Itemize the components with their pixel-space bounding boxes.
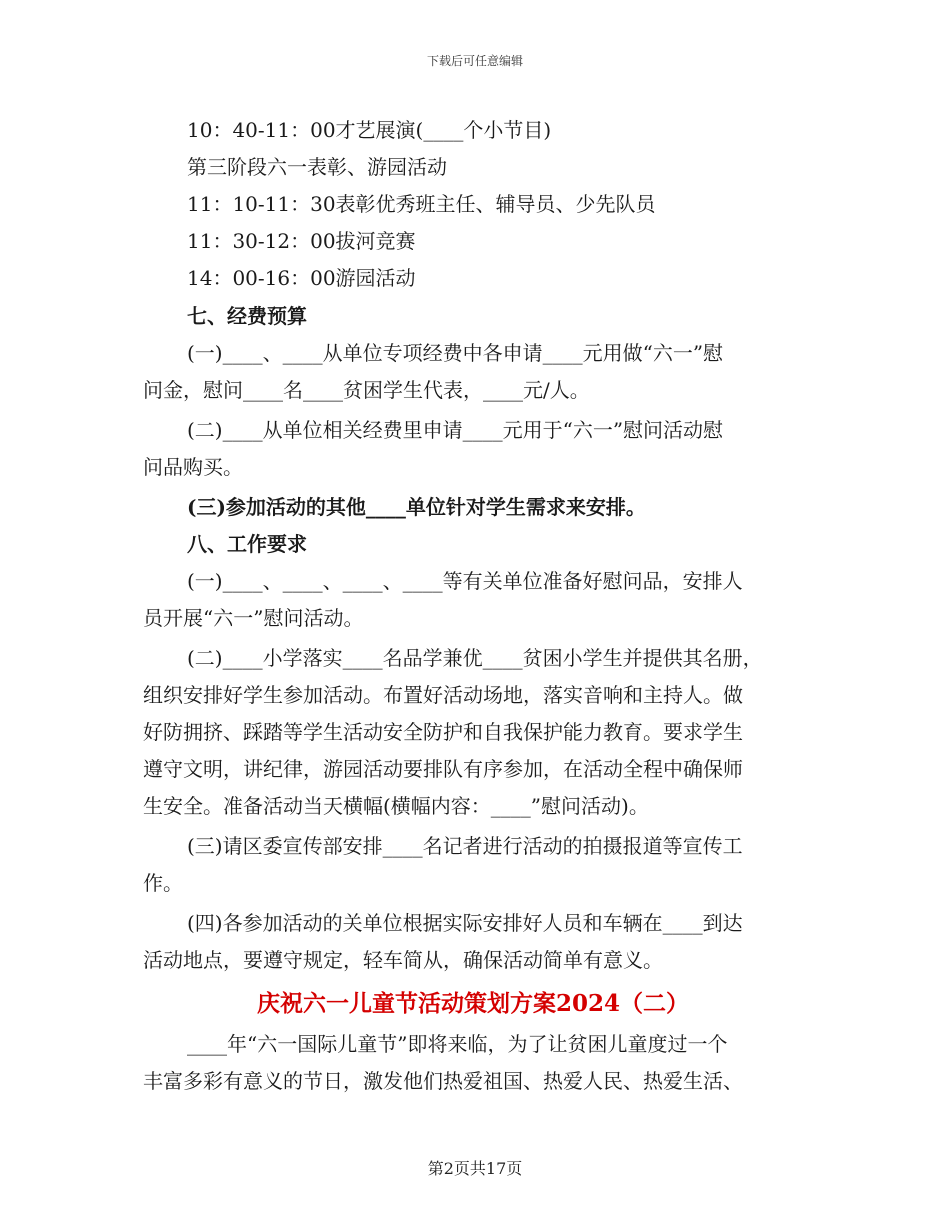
paragraph-line: (一)____、____从单位专项经费中各申请____元用做“六一”慰 [187, 341, 724, 365]
paragraph-line: 作。 [143, 871, 183, 895]
schedule-item: 10：40-11：00才艺展演(____个小节目) [187, 118, 552, 142]
schedule-item: 11：30-12：00拔河竞赛 [187, 229, 416, 253]
section-heading-budget: 七、经费预算 [187, 304, 307, 328]
paragraph-line: 好防拥挤、踩踏等学生活动安全防护和自我保护能力教育。要求学生 [143, 720, 743, 744]
page-footer: 第2页共17页 [427, 1159, 523, 1178]
paragraph [143, 640, 803, 825]
bold-paragraph: (三)参加活动的其他____单位针对学生需求来安排。 [187, 495, 646, 519]
document-body [143, 112, 803, 1103]
paragraph-line: 员开展“六一”慰问活动。 [143, 606, 364, 630]
paragraph-line: 组织安排好学生参加活动。布置好活动场地，落实音响和主持人。做 [143, 683, 743, 707]
paragraph-line: (四)各参加活动的关单位根据实际安排好人员和车辆在____到达 [187, 911, 743, 935]
section-title: 庆祝六一儿童节活动策划方案2024（二） [256, 990, 689, 1017]
paragraph-line: (二)____从单位相关经费里申请____元用于“六一”慰问活动慰 [187, 418, 724, 442]
paragraph-line: 问品购买。 [143, 455, 243, 479]
paragraph-line: (三)请区委宣传部安排____名记者进行活动的拍摄报道等宣传工 [187, 834, 743, 858]
section-heading-requirements: 八、工作要求 [187, 532, 307, 556]
paragraph [143, 335, 803, 409]
schedule-item: 14：00-16：00游园活动 [187, 266, 416, 290]
paragraph-line: 问金，慰问____名____贫困学生代表，____元/人。 [143, 378, 590, 402]
paragraph-line: ____年“六一国际儿童节”即将来临，为了让贫困儿童度过一个 [187, 1032, 728, 1056]
paragraph-line: 活动地点，要遵守规定，轻车简从，确保活动简单有意义。 [143, 948, 663, 972]
schedule-item: 11：10-11：30表彰优秀班主任、辅导员、少先队员 [187, 192, 656, 216]
paragraph [143, 412, 803, 486]
paragraph-line: 丰富多彩有意义的节日，激发他们热爱祖国、热爱人民、热爱生活、 [143, 1069, 743, 1093]
paragraph [143, 563, 803, 637]
paragraph-line: 遵守文明，讲纪律，游园活动要排队有序参加，在活动全程中确保师 [143, 757, 743, 781]
paragraph [143, 905, 803, 979]
paragraph [143, 828, 803, 902]
paragraph-line: (二)____小学落实____名品学兼优____贫困小学生并提供其名册， [187, 646, 763, 670]
schedule-item: 第三阶段六一表彰、游园活动 [187, 155, 447, 179]
paragraph [143, 1026, 803, 1100]
paragraph-line: 生安全。准备活动当天横幅(横幅内容：____”慰问活动)。 [143, 794, 649, 818]
paragraph-line: (一)____、____、____、____等有关单位准备好慰问品，安排人 [187, 569, 743, 593]
page-header: 下载后可任意编辑 [426, 54, 523, 68]
